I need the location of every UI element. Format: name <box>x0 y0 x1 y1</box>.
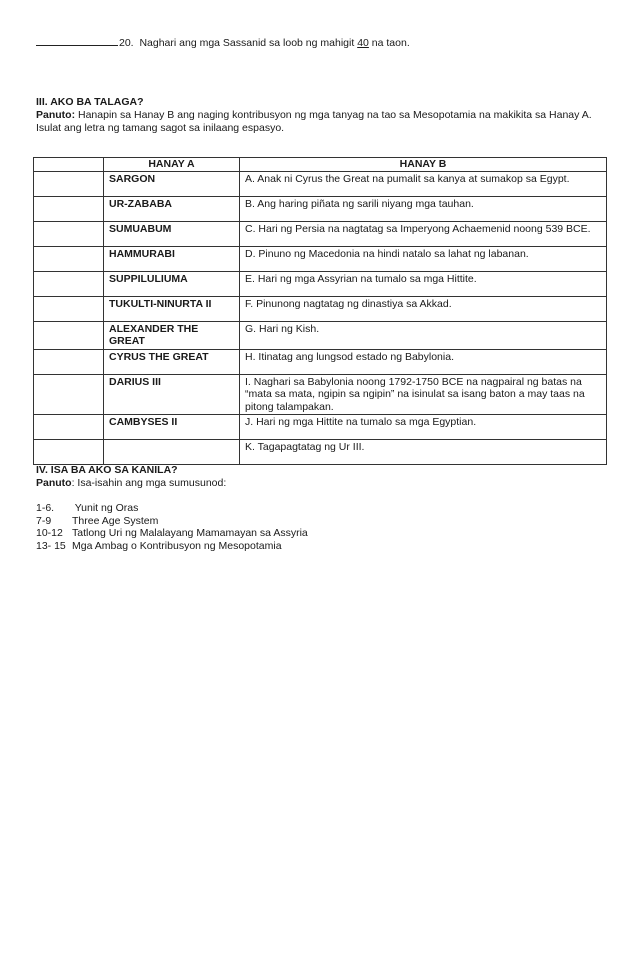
answer-cell[interactable] <box>34 321 104 349</box>
column-b-header: HANAY B <box>240 158 607 172</box>
hanay-a-cell: HAMMURABI <box>104 246 240 271</box>
item-text: Naghari ang mga Sassanid sa loob ng mahigit <box>139 37 355 49</box>
section-3-title: III. AKO BA TALAGA? <box>36 96 144 108</box>
item-text-end: na taon. <box>371 37 410 49</box>
hanay-a-cell: CYRUS THE GREAT <box>104 349 240 374</box>
hanay-a-cell: CAMBYSES II <box>104 415 240 440</box>
item-number: 20. <box>119 37 134 49</box>
item-20 <box>36 37 410 49</box>
hanay-b-cell: K. Tagapagtatag ng Ur III. <box>240 440 607 465</box>
answer-column-header <box>34 158 104 172</box>
hanay-a-cell <box>104 440 240 465</box>
item-range: 13- 15 <box>36 539 66 552</box>
item-topic: Three Age System <box>72 514 159 527</box>
table-header-row <box>34 158 607 172</box>
answer-cell[interactable] <box>34 246 104 271</box>
hanay-b-cell: G. Hari ng Kish. <box>240 321 607 349</box>
answer-cell[interactable] <box>34 221 104 246</box>
hanay-b-cell: H. Itinatag ang lungsod estado ng Babylonia. <box>240 349 607 374</box>
table-row <box>34 271 607 296</box>
table-row <box>34 221 607 246</box>
hanay-b-cell: A. Anak ni Cyrus the Great na pumalit sa kanya at sumakop sa Egypt. <box>240 171 607 196</box>
hanay-b-cell: I. Naghari sa Babylonia noong 1792-1750 BCE na nagpairal ng batas na “mata sa mata, ngipin sa ngipin” na isinulat sa isang baton a may taas na pitong talampakan. <box>240 374 607 415</box>
table-row <box>34 246 607 271</box>
table-row <box>34 196 607 221</box>
directions-text: Hanapin sa Hanay B ang naging kontribusyon ng mga tanyag na tao sa Mesopotamia na makikita sa Hanay A. Isulat ang letra ng tamang sagot sa inilaang espasyo. <box>36 109 592 134</box>
hanay-b-cell: B. Ang haring piñata ng sarili niyang mga tauhan. <box>240 196 607 221</box>
directions-label: Panuto <box>36 477 72 489</box>
table-row <box>34 349 607 374</box>
table-row <box>34 321 607 349</box>
hanay-b-cell: E. Hari ng mga Assyrian na tumalo sa mga Hittite. <box>240 271 607 296</box>
item-topic: Tatlong Uri ng Malalayang Mamamayan sa Assyria <box>72 527 308 539</box>
answer-cell[interactable] <box>34 415 104 440</box>
hanay-a-cell: DARIUS III <box>104 374 240 415</box>
hanay-a-cell: ALEXANDER THE GREAT <box>104 321 240 349</box>
matching-table <box>33 157 607 465</box>
answer-cell[interactable] <box>34 271 104 296</box>
item-range: 1-6. <box>36 502 55 514</box>
table-row <box>34 440 607 465</box>
table-row <box>34 171 607 196</box>
column-a-header: HANAY A <box>104 158 240 172</box>
hanay-a-cell: TUKULTI-NINURTA II <box>104 296 240 321</box>
answer-cell[interactable] <box>34 374 104 415</box>
answer-cell[interactable] <box>34 296 104 321</box>
table-row <box>34 296 607 321</box>
list-item <box>36 527 308 540</box>
section-4-title: IV. ISA BA AKO SA KANILA? <box>36 464 178 476</box>
table-row <box>34 415 607 440</box>
item-topic: Mga Ambag o Kontribusyon ng Mesopotamia <box>72 539 282 552</box>
answer-cell[interactable] <box>34 349 104 374</box>
underlined-number: 40 <box>357 37 369 49</box>
section-3-directions <box>36 109 602 135</box>
item-topic: Yunit ng Oras <box>72 502 139 514</box>
item-range: 7-9 <box>36 514 52 527</box>
hanay-a-cell: UR-ZABABA <box>104 196 240 221</box>
hanay-b-cell: D. Pinuno ng Macedonia na hindi natalo sa lahat ng labanan. <box>240 246 607 271</box>
list-item <box>36 515 308 528</box>
list-item <box>36 540 308 553</box>
list-item <box>36 502 308 515</box>
hanay-a-cell: SUPPILULIUMA <box>104 271 240 296</box>
answer-blank[interactable] <box>36 45 118 46</box>
section-4-directions <box>36 477 226 489</box>
table-row <box>34 374 607 415</box>
hanay-a-cell: SARGON <box>104 171 240 196</box>
hanay-b-cell: J. Hari ng mga Hittite na tumalo sa mga Egyptian. <box>240 415 607 440</box>
hanay-a-cell: SUMUABUM <box>104 221 240 246</box>
answer-cell[interactable] <box>34 171 104 196</box>
directions-text: : Isa-isahin ang mga sumusunod: <box>71 477 227 489</box>
hanay-b-cell: C. Hari ng Persia na nagtatag sa Imperyong Achaemenid noong 539 BCE. <box>240 221 607 246</box>
item-range: 10-12 <box>36 527 63 539</box>
answer-cell[interactable] <box>34 196 104 221</box>
directions-label: Panuto: <box>36 109 76 121</box>
enumeration-list <box>36 502 308 552</box>
answer-cell[interactable] <box>34 440 104 465</box>
hanay-b-cell: F. Pinunong nagtatag ng dinastiya sa Akkad. <box>240 296 607 321</box>
